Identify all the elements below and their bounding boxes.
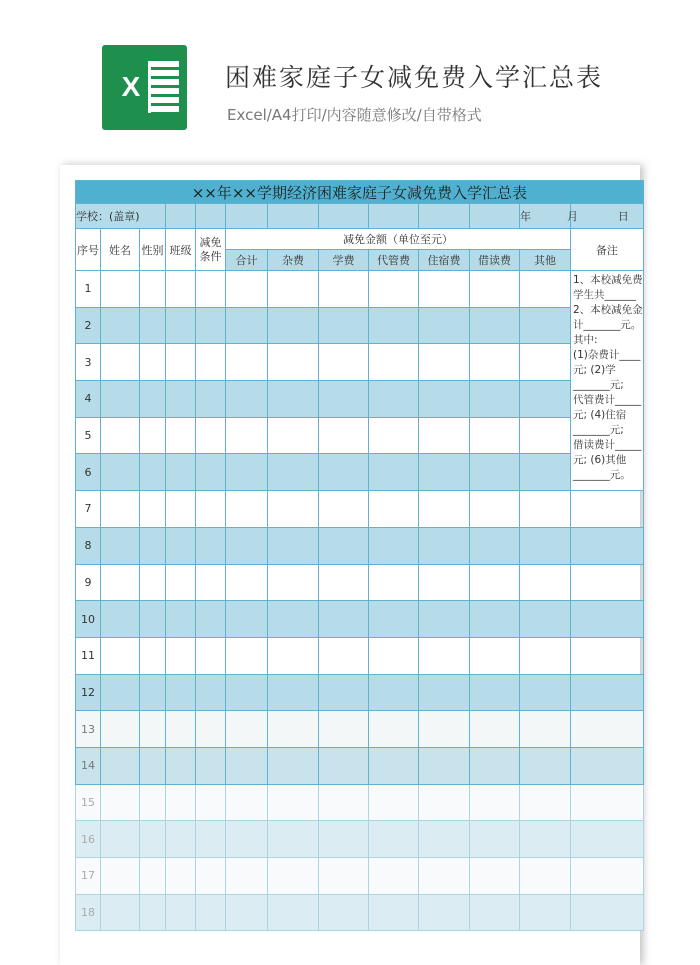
data-cell[interactable] [226, 564, 268, 601]
row-number: 11 [76, 637, 101, 674]
row-number: 1 [76, 271, 101, 308]
data-cell[interactable] [520, 271, 571, 308]
data-cell[interactable] [140, 381, 166, 418]
data-cell[interactable] [369, 674, 419, 711]
data-cell[interactable] [520, 858, 571, 895]
data-cell[interactable] [166, 417, 196, 454]
data-cell[interactable] [140, 417, 166, 454]
data-cell[interactable] [196, 491, 226, 528]
data-cell[interactable] [470, 601, 520, 638]
subcol-header: 住宿费 [419, 250, 470, 271]
data-cell[interactable] [520, 711, 571, 748]
col-condition: 减免条件 [196, 229, 226, 271]
data-cell[interactable] [101, 527, 140, 564]
school-label: 学校：(盖章) [76, 204, 166, 229]
data-cell[interactable] [196, 858, 226, 895]
data-cell[interactable] [140, 564, 166, 601]
data-cell[interactable] [140, 711, 166, 748]
data-cell[interactable] [226, 527, 268, 564]
data-cell[interactable] [319, 527, 369, 564]
data-cell[interactable] [268, 601, 319, 638]
data-cell[interactable] [319, 821, 369, 858]
col-class: 班级 [166, 229, 196, 271]
data-cell[interactable] [226, 711, 268, 748]
data-cell[interactable] [571, 711, 644, 748]
data-cell[interactable] [166, 858, 196, 895]
data-cell[interactable] [470, 894, 520, 931]
data-cell[interactable] [196, 307, 226, 344]
remark-line: 借读费计_____ [573, 439, 642, 451]
row-number: 17 [76, 858, 101, 895]
data-cell[interactable] [319, 858, 369, 895]
data-cell[interactable] [101, 637, 140, 674]
data-cell[interactable] [196, 381, 226, 418]
table-row [76, 417, 644, 454]
data-cell[interactable] [419, 527, 470, 564]
remark-line: _______元; [573, 424, 624, 436]
data-cell[interactable] [140, 454, 166, 491]
data-cell[interactable] [369, 381, 419, 418]
data-cell[interactable] [571, 637, 644, 674]
table-row [76, 344, 644, 381]
data-cell[interactable] [268, 491, 319, 528]
data-cell[interactable] [226, 381, 268, 418]
data-cell[interactable] [140, 307, 166, 344]
remark-line: _______元; [573, 379, 624, 391]
data-cell[interactable] [319, 454, 369, 491]
data-cell[interactable] [571, 564, 644, 601]
data-cell[interactable] [369, 307, 419, 344]
data-cell[interactable] [226, 637, 268, 674]
data-cell[interactable] [319, 417, 369, 454]
data-cell[interactable] [419, 491, 470, 528]
data-cell[interactable] [101, 344, 140, 381]
data-cell[interactable] [166, 491, 196, 528]
data-cell[interactable] [226, 271, 268, 308]
data-cell[interactable] [196, 674, 226, 711]
data-cell[interactable] [226, 674, 268, 711]
data-cell[interactable] [166, 564, 196, 601]
data-cell[interactable] [470, 307, 520, 344]
table-row [76, 858, 644, 895]
data-cell[interactable] [571, 527, 644, 564]
data-cell[interactable] [166, 271, 196, 308]
data-cell[interactable] [520, 454, 571, 491]
subcol-header: 合计 [226, 250, 268, 271]
remarks-cell [571, 271, 644, 491]
data-cell[interactable] [470, 344, 520, 381]
data-cell[interactable] [140, 674, 166, 711]
data-cell[interactable] [319, 271, 369, 308]
data-cell[interactable] [166, 527, 196, 564]
data-cell[interactable] [268, 747, 319, 784]
data-cell[interactable] [101, 858, 140, 895]
data-cell[interactable] [419, 417, 470, 454]
row-number: 4 [76, 381, 101, 418]
table-row [76, 711, 644, 748]
page-title: 困难家庭子女减免费入学汇总表 [225, 63, 604, 92]
row-number: 13 [76, 711, 101, 748]
data-cell[interactable] [419, 601, 470, 638]
data-cell[interactable] [166, 381, 196, 418]
data-cell[interactable] [140, 344, 166, 381]
data-cell[interactable] [419, 271, 470, 308]
data-cell[interactable] [369, 784, 419, 821]
data-cell[interactable] [226, 894, 268, 931]
data-cell[interactable] [166, 637, 196, 674]
row-number: 7 [76, 491, 101, 528]
table-row [76, 271, 644, 308]
data-cell[interactable] [196, 784, 226, 821]
data-cell[interactable] [268, 271, 319, 308]
row-number: 10 [76, 601, 101, 638]
data-cell[interactable] [196, 711, 226, 748]
remark-line: 1、本校减免费 [573, 274, 643, 286]
subcol-header: 学费 [319, 250, 369, 271]
remark-line: 学生共______ [573, 289, 636, 301]
data-cell[interactable] [140, 527, 166, 564]
data-cell[interactable] [520, 527, 571, 564]
data-cell[interactable] [268, 307, 319, 344]
remark-line: (1)杂费计____ [573, 349, 641, 361]
data-cell[interactable] [226, 491, 268, 528]
data-cell[interactable] [419, 564, 470, 601]
data-cell[interactable] [166, 711, 196, 748]
data-cell[interactable] [226, 747, 268, 784]
data-cell[interactable] [470, 381, 520, 418]
data-cell[interactable] [101, 747, 140, 784]
data-cell[interactable] [226, 307, 268, 344]
data-cell[interactable] [166, 344, 196, 381]
data-cell[interactable] [470, 821, 520, 858]
data-cell[interactable] [140, 894, 166, 931]
data-cell[interactable] [470, 271, 520, 308]
data-cell[interactable] [101, 601, 140, 638]
subcol-header: 借读费 [470, 250, 520, 271]
remark-line: 元; (4)住宿 [573, 409, 627, 421]
summary-table [75, 180, 644, 931]
row-number: 12 [76, 674, 101, 711]
data-cell[interactable] [268, 417, 319, 454]
data-cell[interactable] [419, 784, 470, 821]
data-cell[interactable] [369, 894, 419, 931]
data-cell[interactable] [369, 344, 419, 381]
row-number: 3 [76, 344, 101, 381]
data-cell[interactable] [319, 894, 369, 931]
data-cell[interactable] [319, 344, 369, 381]
col-amount: 减免金额（单位至元） [226, 229, 571, 250]
data-cell[interactable] [101, 381, 140, 418]
data-cell[interactable] [470, 454, 520, 491]
data-cell[interactable] [268, 381, 319, 418]
data-cell[interactable] [419, 637, 470, 674]
data-cell[interactable] [166, 601, 196, 638]
data-cell[interactable] [196, 747, 226, 784]
data-cell[interactable] [369, 747, 419, 784]
data-cell[interactable] [268, 784, 319, 821]
table-row [76, 674, 644, 711]
data-cell[interactable] [319, 711, 369, 748]
row-number: 8 [76, 527, 101, 564]
data-cell[interactable] [268, 674, 319, 711]
data-cell[interactable] [101, 454, 140, 491]
row-number: 16 [76, 821, 101, 858]
data-cell[interactable] [196, 637, 226, 674]
data-cell[interactable] [520, 601, 571, 638]
data-cell[interactable] [520, 307, 571, 344]
data-cell[interactable] [571, 601, 644, 638]
data-cell[interactable] [268, 527, 319, 564]
row-number: 18 [76, 894, 101, 931]
data-cell[interactable] [319, 564, 369, 601]
data-cell[interactable] [196, 894, 226, 931]
subcol-header: 代管费 [369, 250, 419, 271]
data-cell[interactable] [369, 564, 419, 601]
data-cell[interactable] [419, 894, 470, 931]
data-cell[interactable] [319, 307, 369, 344]
data-cell[interactable] [166, 894, 196, 931]
data-cell[interactable] [226, 417, 268, 454]
data-cell[interactable] [520, 637, 571, 674]
table-row [76, 601, 644, 638]
data-cell[interactable] [571, 821, 644, 858]
data-cell[interactable] [140, 858, 166, 895]
remark-line: _______元。 [573, 469, 631, 481]
table-row [76, 637, 644, 674]
table-row [76, 894, 644, 931]
row-number: 6 [76, 454, 101, 491]
col-name: 姓名 [101, 229, 140, 271]
subcol-header: 其他 [520, 250, 571, 271]
data-cell[interactable] [196, 564, 226, 601]
data-cell[interactable] [268, 637, 319, 674]
data-cell[interactable] [520, 674, 571, 711]
data-cell[interactable] [319, 491, 369, 528]
data-cell[interactable] [419, 858, 470, 895]
data-cell[interactable] [319, 784, 369, 821]
data-cell[interactable] [571, 858, 644, 895]
data-cell[interactable] [419, 307, 470, 344]
data-cell[interactable] [520, 564, 571, 601]
data-cell[interactable] [520, 784, 571, 821]
remark-line: 2、本校减免金 [573, 304, 643, 316]
data-cell[interactable] [196, 821, 226, 858]
row-number: 14 [76, 747, 101, 784]
data-cell[interactable] [369, 527, 419, 564]
table-row [76, 527, 644, 564]
data-cell[interactable] [140, 271, 166, 308]
data-cell[interactable] [470, 637, 520, 674]
data-cell[interactable] [101, 674, 140, 711]
table-row [76, 381, 644, 418]
data-cell[interactable] [101, 491, 140, 528]
data-cell[interactable] [369, 491, 419, 528]
remark-line: 元; (6)其他 [573, 454, 627, 466]
data-cell[interactable] [140, 747, 166, 784]
data-cell[interactable] [520, 747, 571, 784]
data-cell[interactable] [226, 344, 268, 381]
col-remark: 备注 [571, 229, 644, 271]
data-cell[interactable] [226, 454, 268, 491]
data-cell[interactable] [196, 527, 226, 564]
data-cell[interactable] [268, 564, 319, 601]
data-cell[interactable] [196, 417, 226, 454]
data-cell[interactable] [101, 711, 140, 748]
data-cell[interactable] [369, 858, 419, 895]
table-row [76, 747, 644, 784]
data-cell[interactable] [101, 307, 140, 344]
day-label: 日 [617, 210, 629, 223]
month-label: 月 [567, 210, 578, 223]
data-cell[interactable] [268, 894, 319, 931]
data-cell[interactable] [319, 747, 369, 784]
col-no: 序号 [76, 229, 101, 271]
data-cell[interactable] [520, 381, 571, 418]
data-cell[interactable] [166, 454, 196, 491]
data-cell[interactable] [369, 601, 419, 638]
data-cell[interactable] [319, 381, 369, 418]
data-cell[interactable] [571, 491, 644, 528]
table-row [76, 821, 644, 858]
data-cell[interactable] [101, 821, 140, 858]
col-gender: 性别 [140, 229, 166, 271]
data-cell[interactable] [571, 747, 644, 784]
data-cell[interactable] [101, 894, 140, 931]
data-cell[interactable] [419, 711, 470, 748]
data-cell[interactable] [369, 711, 419, 748]
data-cell[interactable] [268, 821, 319, 858]
data-cell[interactable] [369, 271, 419, 308]
data-cell[interactable] [470, 527, 520, 564]
data-cell[interactable] [470, 711, 520, 748]
row-number: 2 [76, 307, 101, 344]
year-label: 年 [520, 204, 571, 229]
row-number: 9 [76, 564, 101, 601]
data-cell[interactable] [520, 894, 571, 931]
data-cell[interactable] [226, 784, 268, 821]
data-cell[interactable] [419, 821, 470, 858]
data-cell[interactable] [520, 344, 571, 381]
data-cell[interactable] [166, 674, 196, 711]
data-cell[interactable] [419, 747, 470, 784]
data-cell[interactable] [319, 601, 369, 638]
table-row [76, 784, 644, 821]
data-cell[interactable] [101, 564, 140, 601]
data-cell[interactable] [196, 601, 226, 638]
data-cell[interactable] [419, 344, 470, 381]
data-cell[interactable] [268, 858, 319, 895]
data-cell[interactable] [470, 784, 520, 821]
data-cell[interactable] [470, 564, 520, 601]
data-cell[interactable] [140, 601, 166, 638]
data-cell[interactable] [166, 821, 196, 858]
data-cell[interactable] [166, 784, 196, 821]
data-cell[interactable] [369, 821, 419, 858]
data-cell[interactable] [470, 858, 520, 895]
data-cell[interactable] [571, 674, 644, 711]
excel-logo-icon: X [102, 45, 187, 130]
data-cell[interactable] [520, 491, 571, 528]
table-row [76, 564, 644, 601]
data-cell[interactable] [319, 674, 369, 711]
data-cell[interactable] [419, 454, 470, 491]
remark-line: 代管费计_____ [573, 394, 642, 406]
data-cell[interactable] [140, 637, 166, 674]
data-cell[interactable] [196, 271, 226, 308]
data-cell[interactable] [369, 454, 419, 491]
data-cell[interactable] [571, 784, 644, 821]
data-cell[interactable] [319, 637, 369, 674]
data-cell[interactable] [268, 454, 319, 491]
row-number: 15 [76, 784, 101, 821]
data-cell[interactable] [268, 344, 319, 381]
data-cell[interactable] [470, 674, 520, 711]
data-cell[interactable] [470, 491, 520, 528]
sheet-title: ××年××学期经济困难家庭子女减免费入学汇总表 [76, 181, 644, 204]
data-cell[interactable] [101, 271, 140, 308]
data-cell[interactable] [470, 417, 520, 454]
data-cell[interactable] [226, 821, 268, 858]
page-subtitle: Excel/A4打印/内容随意修改/自带格式 [227, 106, 482, 124]
data-cell[interactable] [166, 747, 196, 784]
data-cell[interactable] [419, 674, 470, 711]
data-cell[interactable] [419, 381, 470, 418]
data-cell[interactable] [369, 417, 419, 454]
data-cell[interactable] [571, 894, 644, 931]
data-cell[interactable] [166, 307, 196, 344]
table-row [76, 454, 644, 491]
row-number: 5 [76, 417, 101, 454]
data-cell[interactable] [226, 858, 268, 895]
remark-line: 其中: [573, 334, 598, 346]
remark-line: 计_______元。 [573, 319, 642, 331]
subcol-header: 杂费 [268, 250, 319, 271]
remark-line: 元; (2)学 [573, 364, 616, 376]
data-cell[interactable] [140, 491, 166, 528]
table-row [76, 307, 644, 344]
data-cell[interactable] [369, 637, 419, 674]
data-cell[interactable] [196, 454, 226, 491]
data-cell[interactable] [101, 784, 140, 821]
data-cell[interactable] [520, 417, 571, 454]
data-cell[interactable] [196, 344, 226, 381]
data-cell[interactable] [140, 821, 166, 858]
data-cell[interactable] [101, 417, 140, 454]
data-cell[interactable] [268, 711, 319, 748]
data-cell[interactable] [140, 784, 166, 821]
data-cell[interactable] [226, 601, 268, 638]
table-row [76, 491, 644, 528]
data-cell[interactable] [520, 821, 571, 858]
data-cell[interactable] [470, 747, 520, 784]
